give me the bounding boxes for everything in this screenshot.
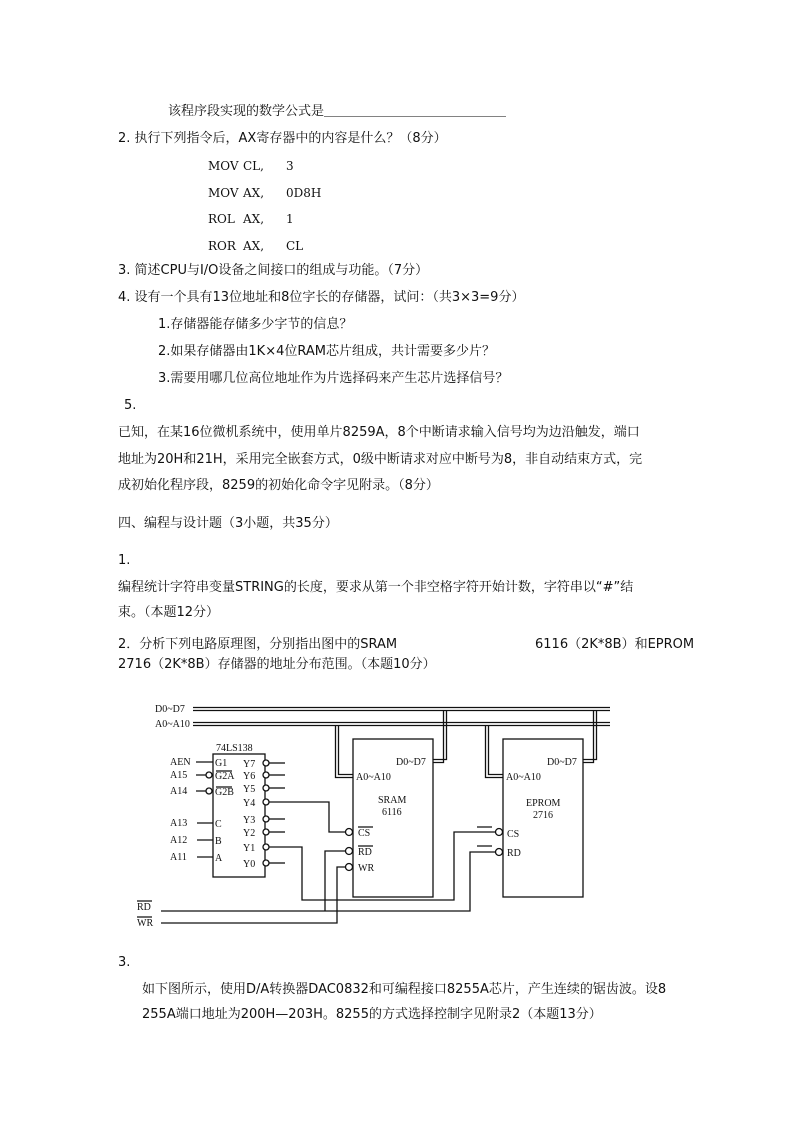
question-5-line2: 地址为20H和21H，采用完全嵌套方式，0级中断请求对应中断号为8，非自动结束方式，完 xyxy=(118,452,643,467)
wr-signal-label: WR xyxy=(137,918,154,929)
decoder-label: 74LS138 xyxy=(216,743,253,754)
section-4-heading: 四、编程与设计题（3小题，共35分） xyxy=(118,516,338,531)
decoder-output-pin: Y3 xyxy=(243,815,256,826)
decoder-input-pin: G2B xyxy=(215,787,234,798)
question-4-2: 2.如果存储器由1K×4位RAM芯片组成，共计需要多少片？ xyxy=(158,344,495,359)
eprom-part: 2716 xyxy=(533,810,553,821)
decoder-output-pin: Y0 xyxy=(243,859,256,870)
sram-part: 6116 xyxy=(382,807,402,818)
code-token: CL xyxy=(286,239,304,253)
decoder-output-pin: Y4 xyxy=(243,798,256,809)
eprom-rd-pin: RD xyxy=(507,848,521,859)
code-token: AX, xyxy=(243,212,265,226)
output-bubble xyxy=(263,829,269,835)
question-3: 3. 简述CPU与I/O设备之间接口的组成与功能。（7分） xyxy=(118,263,429,278)
question-5-number: 5. xyxy=(124,398,137,413)
decoder-input-pin: B xyxy=(215,836,222,847)
problem-1-number: 1. xyxy=(118,553,131,568)
problem-2-line1a: 2．分析下列电路原理图，分别指出图中的SRAM xyxy=(118,637,398,652)
question-4: 4. 设有一个具有13位地址和8位字长的存储器，试问：（共3×3=9分） xyxy=(118,290,525,305)
problem-1-line2: 束。（本题12分） xyxy=(118,605,220,620)
problem-3-line1: 如下图所示，使用D/A转换器DAC0832和可编程接口8255A芯片，产生连续的锯齿波。设8 xyxy=(142,982,667,997)
addr-bus-label: A0~A10 xyxy=(155,719,190,730)
decoder-output-pin: Y2 xyxy=(243,828,256,839)
decoder-input-label: A11 xyxy=(170,852,187,863)
sram-wr-pin: WR xyxy=(358,863,375,874)
code-token: ROL xyxy=(208,212,235,226)
problem-2-line2: 2716（2K*8B）存储器的地址分布范围。（本题10分） xyxy=(118,657,436,672)
formula-line: 该程序段实现的数学公式是＿＿＿＿＿＿＿＿＿＿＿＿＿＿ xyxy=(168,104,507,119)
decoder-input-label: AEN xyxy=(170,757,191,768)
rd-signal-label: RD xyxy=(137,902,151,913)
question-5-line1: 已知，在某16位微机系统中，使用单片8259A，8个中断请求输入信号均为边沿触发，端口 xyxy=(118,425,640,440)
question-4-1: 1.存储器能存储多少字节的信息？ xyxy=(158,317,353,332)
sram-data-pin: D0~D7 xyxy=(396,757,426,768)
output-bubble xyxy=(263,816,269,822)
output-bubble xyxy=(263,785,269,791)
decoder-input-pin: G2A xyxy=(215,771,235,782)
problem-3-number: 3. xyxy=(118,955,131,970)
output-bubble xyxy=(263,772,269,778)
eprom-data-pin: D0~D7 xyxy=(547,757,577,768)
problem-1-line1: 编程统计字符串变量STRING的长度，要求从第一个非空格字符开始计数，字符串以“#”结 xyxy=(118,580,634,595)
sram-rd-pin: RD xyxy=(358,847,372,858)
sram-addr-pin: A0~A10 xyxy=(356,772,391,783)
code-token: 3 xyxy=(286,159,294,173)
decoder-input-label: A12 xyxy=(170,835,188,846)
output-bubble xyxy=(263,760,269,766)
decoder-output-pin: Y7 xyxy=(243,759,256,770)
code-token: 0D8H xyxy=(286,186,322,200)
question-4-3: 3.需要用哪几位高位地址作为片选择码来产生芯片选择信号？ xyxy=(158,371,509,386)
code-token: 1 xyxy=(286,212,294,226)
question-2: 2. 执行下列指令后，AX寄存器中的内容是什么？（8分） xyxy=(118,131,447,146)
code-token: AX, xyxy=(243,186,265,200)
sram-cs-pin: CS xyxy=(358,828,371,839)
code-token: AX, xyxy=(243,239,265,253)
problem-2-line1b: 6116（2K*8B）和EPROM xyxy=(535,637,695,652)
decoder-input-pin: A xyxy=(215,853,223,864)
question-5-line3: 成初始化程序段，8259的初始化命令字见附录。（8分） xyxy=(118,478,439,493)
output-bubble xyxy=(263,860,269,866)
eprom-addr-pin: A0~A10 xyxy=(506,772,541,783)
decoder-input-label: A15 xyxy=(170,770,188,781)
eprom-name: EPROM xyxy=(526,798,561,809)
eprom-cs-pin: CS xyxy=(507,829,520,840)
output-bubble xyxy=(263,844,269,850)
code-token: MOV xyxy=(208,186,239,200)
code-token: MOV xyxy=(208,159,239,173)
decoder-output-pin: Y6 xyxy=(243,771,256,782)
code-token: CL, xyxy=(243,159,264,173)
problem-3-line2: 255A端口地址为200H—203H。8255的方式选择控制字见附录2（本题13分） xyxy=(142,1007,602,1022)
code-token: ROR xyxy=(208,239,236,253)
output-bubble xyxy=(263,799,269,805)
decoder-input-pin: C xyxy=(215,819,222,830)
decoder-input-label: A13 xyxy=(170,818,188,829)
decoder-input-pin: G1 xyxy=(215,758,228,769)
decoder-output-pin: Y1 xyxy=(243,843,256,854)
decoder-input-label: A14 xyxy=(170,786,188,797)
sram-name: SRAM xyxy=(378,795,407,806)
data-bus-label: D0~D7 xyxy=(155,704,185,715)
buses xyxy=(193,708,610,726)
decoder-output-pin: Y5 xyxy=(243,784,256,795)
